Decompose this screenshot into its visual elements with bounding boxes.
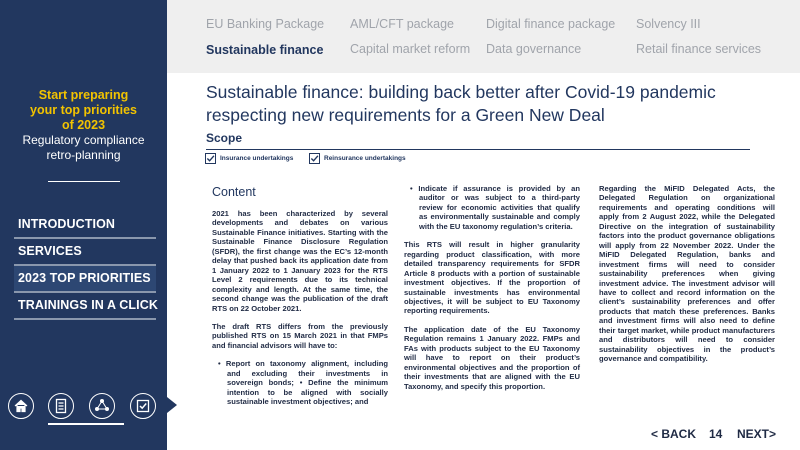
checklist-icon[interactable]	[130, 393, 156, 419]
paragraph: The draft RTS differs from the previously published RTS on 15 March 2021 in that FMPs and financial advisors will have to:	[212, 321, 388, 350]
insurance-label: Insurance undertakings	[220, 155, 294, 162]
tab-retail-finance-services[interactable]: Retail finance services	[636, 42, 762, 56]
tab-aml-cft-package[interactable]: AML/CFT package	[350, 17, 454, 31]
scope-label: Scope	[206, 131, 243, 145]
tab-capital-market-reform[interactable]: Capital market reform	[350, 42, 471, 56]
scope-reinsurance-undertakings	[309, 153, 406, 164]
back-button[interactable]: < BACK	[651, 427, 697, 441]
check-icon	[310, 154, 319, 163]
sidebar-item-trainings[interactable]: TRAININGS IN A CLICK	[14, 293, 156, 320]
page-title	[206, 81, 786, 127]
paragraph: Regarding the MiFID Delegated Acts, the Delegated Regulation on organizational requirements and operating conditions will apply from 2 August 2022, while the Delegated Directive on the integration of sustainability factors into the product governance obligations will apply from 22 November 2022. Under the MiFID Delegated Regulation, banks and investment firms will need to consider sustainability preferences when giving investment advice. The investment advisor will have to collect and record information on the client’s sustainability preferences and offer products that match these preferences. Banks and investment firms will also need to define their target market, while product manufacturers and distributors will need to consider sustainability objectives in the product’s governance and compatibility.	[599, 184, 775, 364]
check-icon	[206, 154, 215, 163]
sidebar	[0, 0, 167, 450]
tab-digital-finance-package[interactable]: Digital finance package	[486, 17, 616, 31]
paragraph: The application date of the EU Taxonomy Regulation remains 1 January 2022. FMPs and FAs with products subject to the EU Taxonomy will have to report on their product’s environmental objectives and the proportion of their investments that are aligned with the EU Taxonomy, and specify this proportion.	[404, 324, 580, 391]
page-title-line1: Sustainable finance: building back better after Covid-19 pandemic	[206, 82, 716, 102]
quick-icons-underline	[48, 423, 124, 425]
document-icon[interactable]	[48, 393, 74, 419]
promo-block[interactable]	[0, 88, 167, 163]
quick-icons	[8, 393, 158, 423]
sidebar-item-2023-top-priorities[interactable]: 2023 TOP PRIORITIES	[14, 266, 156, 293]
page-title-line2: respecting new requirements for a Green New Deal	[206, 105, 605, 125]
home-icon[interactable]	[8, 393, 34, 419]
promo-divider	[48, 181, 120, 182]
promo-title-line3: of 2023	[61, 118, 106, 132]
reinsurance-checkbox[interactable]	[309, 153, 320, 164]
tab-sustainable-finance[interactable]: Sustainable finance	[206, 43, 324, 57]
next-button[interactable]: NEXT>	[737, 427, 777, 441]
network-icon[interactable]	[89, 393, 115, 419]
reinsurance-label: Reinsurance undertakings	[324, 155, 406, 162]
sidebar-item-introduction[interactable]: INTRODUCTION	[14, 212, 156, 239]
promo-subtitle-line1: Regulatory compliance	[22, 133, 145, 147]
promo-title-line2: your top priorities	[30, 103, 137, 117]
paragraph: This RTS will result in higher granularity regarding product classification, with more detailed transparency requirements for SFDR Article 8 products with a portion of sustainable investment objectives. If the proportion of sustainable investments has environmental objectives, it will be subject to EU Taxonomy reporting requirements.	[404, 240, 580, 316]
promo-title-line1: Start preparing	[38, 88, 129, 102]
top-navigation	[167, 0, 800, 73]
bullet-item: • Report on taxonomy alignment, including and excluding their investments in sovereign bonds; • Define the minimum intention to be aligned with socially sustainable investment objectives; and	[218, 359, 388, 407]
tab-eu-banking-package[interactable]: EU Banking Package	[206, 17, 325, 31]
scope-divider	[206, 149, 750, 150]
content-column-2	[404, 184, 580, 400]
content-column-3	[599, 184, 775, 373]
sidebar-nav	[14, 212, 156, 320]
promo-subtitle-line2: retro-planning	[46, 148, 121, 162]
sidebar-item-services[interactable]: SERVICES	[14, 239, 156, 266]
scope-insurance-undertakings	[205, 153, 293, 164]
tab-solvency-iii[interactable]: Solvency III	[636, 17, 701, 31]
sidebar-pointer	[167, 397, 177, 413]
content-column-1	[212, 209, 388, 416]
paragraph: 2021 has been characterized by several developments and debates on various Sustainable Finance initiatives. Starting with the Sustainable Finance Disclosure Regulation (SFDR), the first change was the EC’s 12-month delay that pushed back its application date from 1 January 2022 to 1 January 2023 for the RTS Level 2 requirements due to its technical complexity and length. At the same time, the second change was the publication of the draft RTS on 22 October 2021.	[212, 209, 388, 313]
content-heading: Content	[212, 185, 256, 199]
bullet-item: • Indicate if assurance is provided by an auditor or was subject to a third-party review for economic activities that qualify as environmentally sustainable and comply with the EU taxonomy regulation’s criteria.	[410, 184, 580, 231]
insurance-checkbox[interactable]	[205, 153, 216, 164]
tab-data-governance[interactable]: Data governance	[486, 42, 582, 56]
page-number: 14	[709, 427, 723, 441]
